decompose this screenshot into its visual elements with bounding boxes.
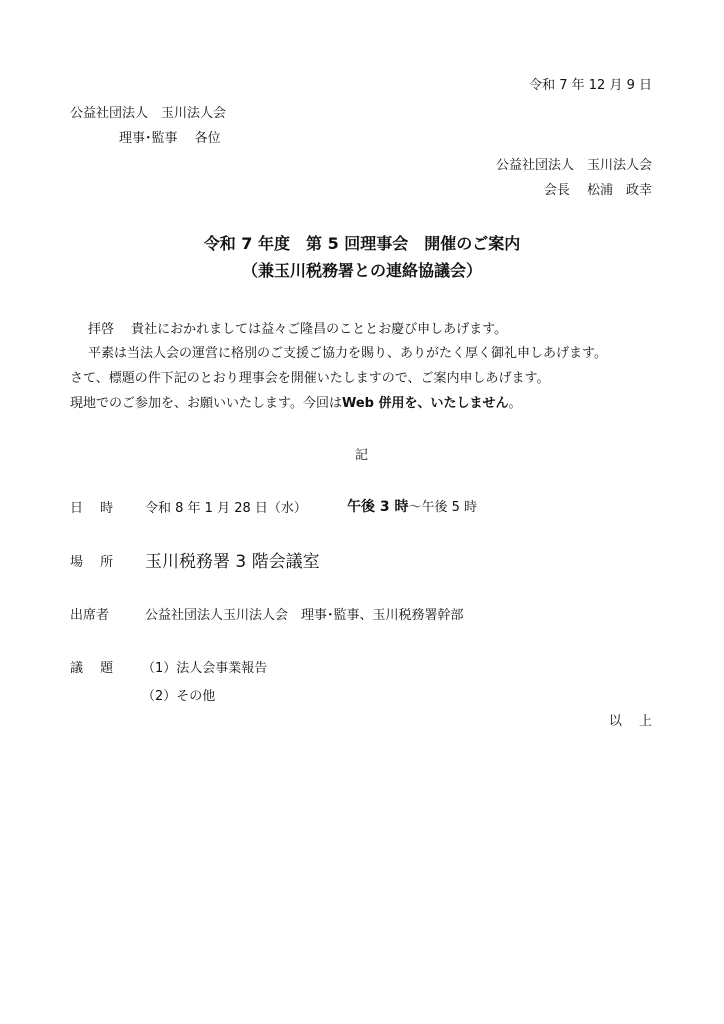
closing-mark: 以 上 [608,714,652,729]
document-subtitle: （兼玉川税務署との連絡協議会） [241,261,482,280]
datetime-start: 午後 3 時 [347,499,409,515]
document-date: 令和 7 年 12 月 9 日 [529,78,652,93]
datetime-time [347,499,477,516]
web-notice-emphasis: Web 併用を、いたしません [341,396,509,411]
datetime-end: ～午後 5 時 [408,500,478,515]
body-paragraph-3: さて、標題の件下記のとおり理事会を開催いたしますので、ご案内申しあげます。 [70,371,550,386]
agenda-label: 議 題 [70,661,114,676]
recipient-organization: 公益社団法人 玉川法人会 [70,106,227,121]
document-title: 令和 7 年度 第 5 回理事会 開催のご案内 [203,234,521,253]
body-paragraph-4 [70,396,522,412]
agenda-item-1: （1）法人会事業報告 [142,661,268,676]
attendees-label: 出席者 [70,608,110,623]
ki-heading: 記 [355,448,369,463]
datetime-label: 日 時 [70,501,114,516]
agenda-item-2: （2）その他 [142,689,216,704]
body-paragraph-2: 平素は当法人会の運営に格別のご支援ご協力を賜り、ありがたく厚く御礼申しあげます。 [88,346,607,361]
recipient-members: 理事･監事 各位 [119,131,221,146]
attendees-value: 公益社団法人玉川法人会 理事･監事、玉川税務署幹部 [145,608,464,623]
body-paragraph-4-suffix: 。 [508,396,522,411]
place-label: 場 所 [70,555,114,570]
sender-name: 会長 松浦 政幸 [543,183,652,198]
datetime-date: 令和 8 年 1 月 28 日（水） [145,501,307,516]
body-paragraph-4-prefix: 現地でのご参加を、お願いいたします。今回は [70,396,342,411]
sender-organization: 公益社団法人 玉川法人会 [495,158,652,173]
place-value: 玉川税務署 3 階会議室 [145,552,320,572]
body-paragraph-1: 拝啓 貴社におかれましては益々ご隆昌のこととお慶び申しあげます。 [88,322,508,337]
